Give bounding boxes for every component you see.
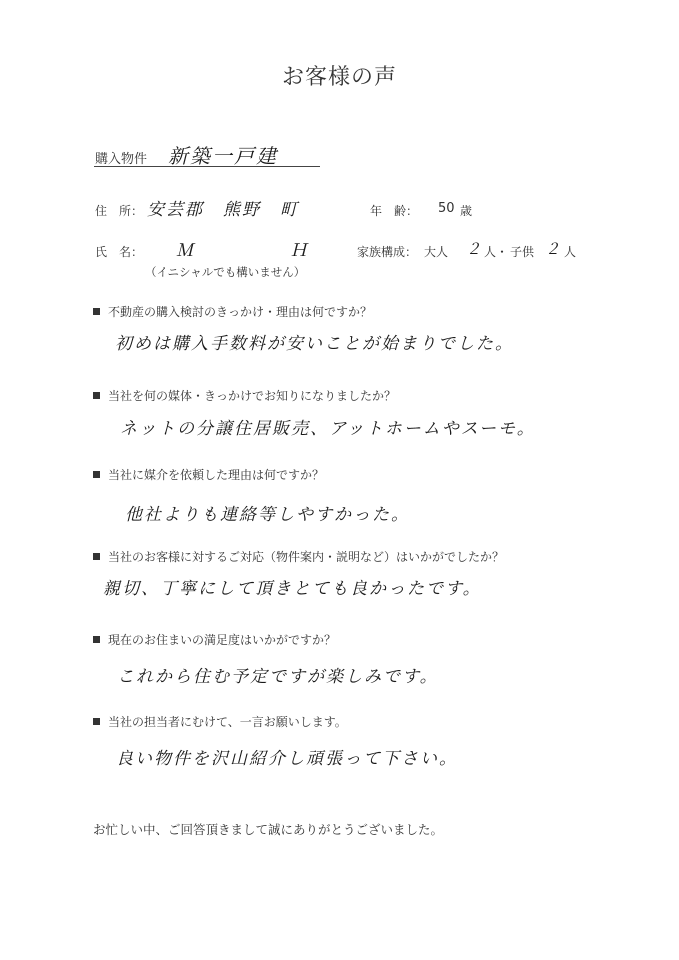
property-underline <box>94 166 320 167</box>
answer-5: これから住む予定ですが楽しみです。 <box>117 667 439 687</box>
answer-6: 良い物件を沢山紹介し頑張って下さい。 <box>116 749 458 769</box>
property-value: 新築一戸建 <box>168 144 278 168</box>
family-children-label: 子供 <box>510 245 535 259</box>
answer-4: 親切、丁寧にして頂きとても良かったです。 <box>103 579 482 599</box>
answer-2: ネットの分譲住居販売、アットホームやスーモ。 <box>120 419 536 439</box>
family-label: 家族構成： <box>357 245 418 259</box>
family-adults-label: 大人 <box>424 245 449 259</box>
family-adults-unit: 人・ <box>484 245 509 259</box>
answer-3: 他社よりも連絡等しやすかった。 <box>125 505 410 525</box>
bullet-icon <box>93 392 100 399</box>
question-1: 不動産の購入検討のきっかけ・理由は何ですか？ <box>93 303 372 320</box>
closing-message: お忙しい中、ご回答頂きまして誠にありがとうございました。 <box>93 822 444 837</box>
name-note: （イニシャルでも構いません） <box>145 265 306 279</box>
bullet-icon <box>93 471 100 478</box>
question-2: 当社を何の媒体・きっかけでお知りになりましたか？ <box>93 387 396 404</box>
question-3: 当社に媒介を依頼した理由は何ですか？ <box>93 466 324 483</box>
family-children-unit: 人 <box>564 245 577 259</box>
family-adults-value: ２ <box>466 240 484 258</box>
age-value: 50 <box>438 201 455 216</box>
answer-1: 初めは購入手数料が安いことが始まりでした。 <box>115 334 514 354</box>
age-unit: 歳 <box>460 204 473 218</box>
question-5: 現在のお住まいの満足度はいかがですか？ <box>93 631 336 648</box>
name-label: 氏 名： <box>95 245 144 259</box>
bullet-icon <box>93 553 100 560</box>
address-label: 住 所： <box>95 204 144 218</box>
property-label: 購入物件 <box>95 152 148 167</box>
name-value: Ｍ Ｈ <box>176 241 347 261</box>
family-children-value: ２ <box>545 240 563 258</box>
question-6: 当社の担当者にむけて、一言お願いします。 <box>93 713 347 730</box>
page-title: お客様の声 <box>281 65 397 90</box>
bullet-icon <box>93 636 100 643</box>
bullet-icon <box>93 718 100 725</box>
age-label: 年 齢： <box>370 204 419 218</box>
bullet-icon <box>93 308 100 315</box>
question-4: 当社のお客様に対するご対応（物件案内・説明など）はいかがでしたか？ <box>93 548 504 565</box>
address-value: 安芸郡 熊野 町 <box>147 200 299 220</box>
